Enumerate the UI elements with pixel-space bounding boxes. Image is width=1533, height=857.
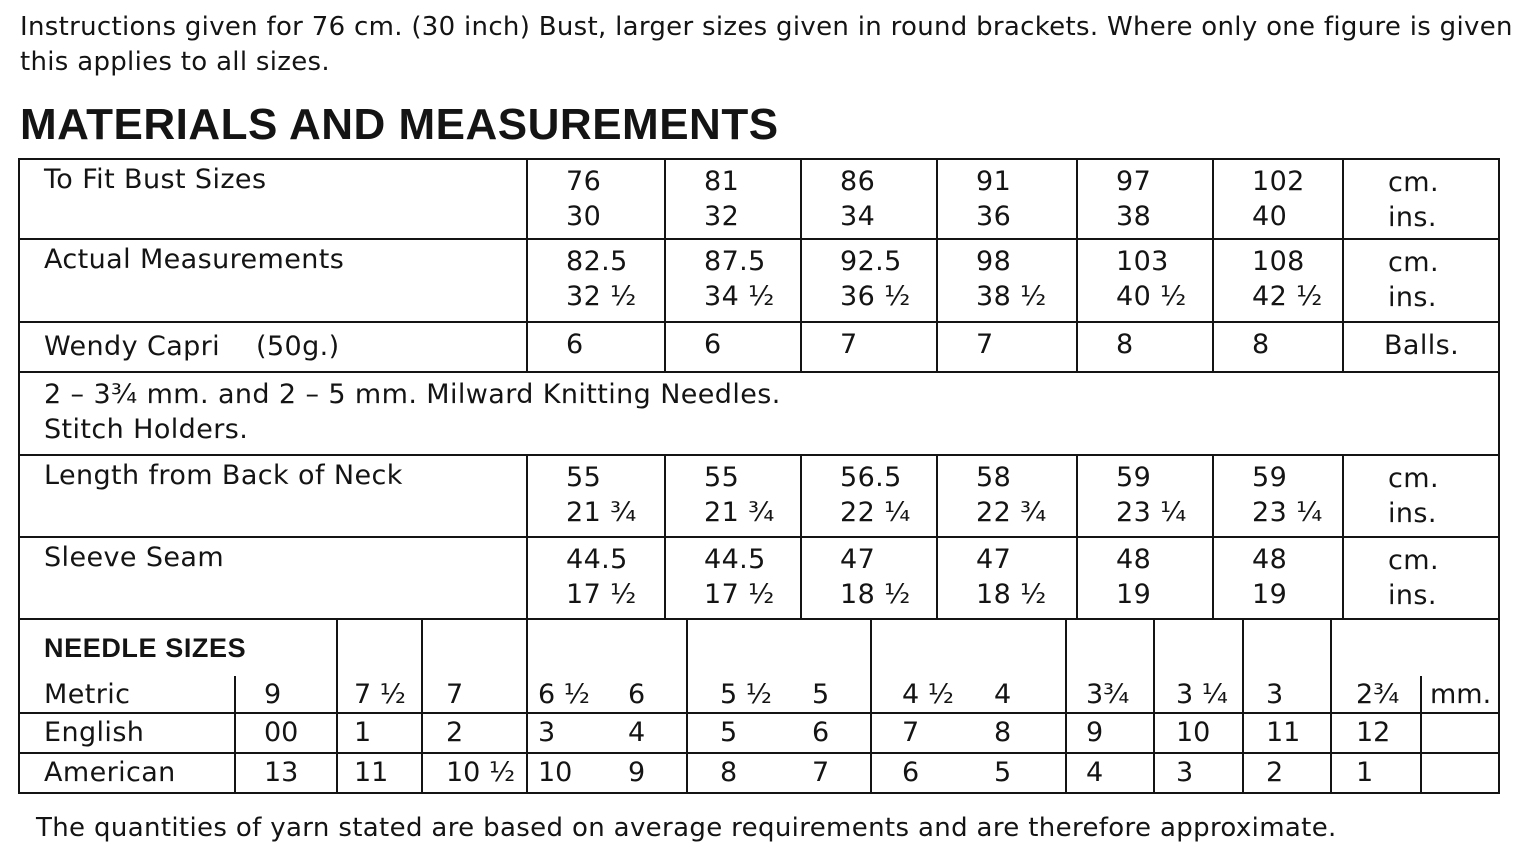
size-cell: 48 19 [1212, 538, 1342, 618]
size-cell: 47 18 ½ [936, 538, 1076, 618]
row-label: To Fit Bust Sizes [44, 164, 267, 195]
size-cell: 6 [526, 323, 664, 371]
size-cell: 98 38 ½ [936, 240, 1076, 321]
size-cell: 86 34 [800, 160, 936, 238]
size-cell: 87.5 34 ½ [664, 240, 800, 321]
size-cell: 6 [664, 323, 800, 371]
size-cell: 59 23 ¼ [1212, 456, 1342, 536]
size-cell: 92.5 36 ½ [800, 240, 936, 321]
size-cell: 8 [1212, 323, 1342, 371]
needle-sizes-section [20, 620, 1498, 794]
size-cell: 76 30 [526, 160, 664, 238]
table-row [20, 373, 1498, 456]
size-cell: 44.5 17 ½ [526, 538, 664, 618]
english-label: English [44, 717, 145, 748]
metric-row: Metric 9 7 ½ 7 6 ½ 6 5 ½ 5 4 ½ 4 3¾ 3 ¼ 3 2¾ mm. [20, 676, 1498, 714]
table-row [20, 160, 1498, 240]
unit-cell: cm. ins. [1342, 538, 1500, 618]
size-cell: 103 40 ½ [1076, 240, 1212, 321]
size-cell: 81 32 [664, 160, 800, 238]
size-cell: 44.5 17 ½ [664, 538, 800, 618]
needles-note: 2 – 3¾ mm. and 2 – 5 mm. Milward Knitting Needles. Stitch Holders. [44, 379, 781, 445]
size-cell: 108 42 ½ [1212, 240, 1342, 321]
size-cell: 56.5 22 ¼ [800, 456, 936, 536]
row-label: Length from Back of Neck [44, 460, 403, 491]
table-row [20, 456, 1498, 538]
table-row [20, 240, 1498, 323]
american-label: American [44, 757, 176, 788]
size-cell: 59 23 ¼ [1076, 456, 1212, 536]
needle-sizes-title: NEEDLE SIZES [44, 633, 247, 663]
intro-text: Instructions given for 76 cm. (30 inch) Bust, larger sizes given in round brackets. Where only one figure is given this applies to all sizes. [20, 12, 1513, 77]
english-row: English 00 1 2 3 4 5 6 7 8 9 10 11 12 [20, 714, 1498, 754]
section-heading: MATERIALS AND MEASUREMENTS [20, 100, 779, 149]
size-cell: 82.5 32 ½ [526, 240, 664, 321]
size-cell: 97 38 [1076, 160, 1212, 238]
row-label: Actual Measurements [44, 244, 345, 275]
size-cell: 7 [936, 323, 1076, 371]
size-cell: 55 21 ¾ [664, 456, 800, 536]
table-row [20, 323, 1498, 373]
unit-cell: cm. ins. [1342, 240, 1500, 321]
row-label: Sleeve Seam [44, 542, 225, 573]
size-cell: 8 [1076, 323, 1212, 371]
american-row: American 13 11 10 ½ 10 9 8 7 6 5 4 3 2 1 [20, 754, 1498, 794]
metric-label: Metric [44, 679, 131, 710]
size-cell: 91 36 [936, 160, 1076, 238]
size-cell: 7 [800, 323, 936, 371]
table-row [20, 538, 1498, 620]
row-label: Wendy Capri (50g.) [44, 331, 340, 362]
unit-cell: cm. ins. [1342, 456, 1500, 536]
size-cell: 102 40 [1212, 160, 1342, 238]
size-cell: 48 19 [1076, 538, 1212, 618]
size-cell: 55 21 ¾ [526, 456, 664, 536]
size-cell: 58 22 ¾ [936, 456, 1076, 536]
unit-cell: cm. ins. [1342, 160, 1500, 238]
size-cell: 47 18 ½ [800, 538, 936, 618]
unit-cell: Balls. [1342, 323, 1500, 371]
materials-table [18, 158, 1500, 794]
footnote: The quantities of yarn stated are based on average requirements and are therefore approximate. [36, 813, 1337, 843]
